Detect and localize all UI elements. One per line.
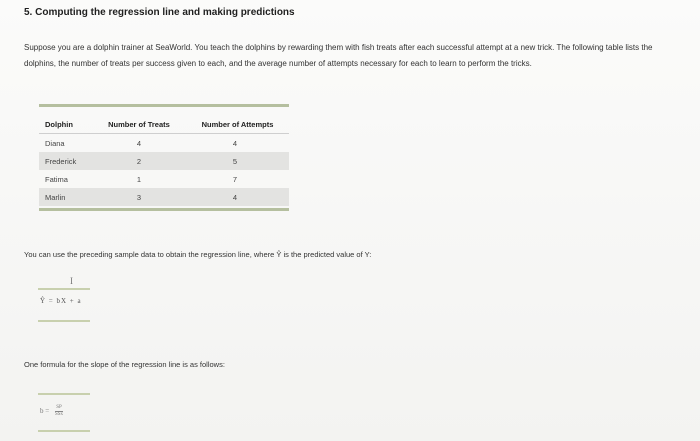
header-treats: Number of Treats xyxy=(92,117,184,134)
cell-treats: 3 xyxy=(92,188,184,206)
header-dolphin: Dolphin xyxy=(39,117,92,134)
cell-dolphin: Diana xyxy=(45,138,65,148)
cell-attempts: 7 xyxy=(232,174,237,184)
cell-treats: 4 xyxy=(136,138,142,148)
answer-blank-top[interactable] xyxy=(38,288,90,290)
slope-lhs: b = xyxy=(40,407,50,416)
cell-dolphin: Frederick xyxy=(39,152,92,170)
table-bottom-rule xyxy=(39,208,289,211)
cell-dolphin: Fatima xyxy=(45,174,68,184)
answer-blank-bottom[interactable] xyxy=(38,320,90,322)
header-attempts: Number of Attempts xyxy=(184,117,289,134)
slope-blank-top[interactable] xyxy=(38,393,90,395)
cell-attempts: 5 xyxy=(184,152,289,170)
cell-attempts: 4 xyxy=(232,138,237,148)
dolphin-table-wrapper xyxy=(39,104,289,211)
table-row xyxy=(39,188,289,206)
cell-treats: 2 xyxy=(92,152,184,170)
table-header-row xyxy=(39,117,289,134)
intro-paragraph: Suppose you are a dolphin trainer at SeaWorld. You teach the dolphins by rewarding them with fish treats after each successful attempt at a new trick. The following table lists the dolphins, the number of treats per success given to each, and the average number of attempts necessary for each to learn to perform the tricks. xyxy=(24,43,653,68)
slope-note: One formula for the slope of the regression line is as follows: xyxy=(24,360,225,369)
slope-blank-bottom[interactable] xyxy=(38,430,90,432)
table-row xyxy=(39,152,289,170)
regression-note: You can use the preceding sample data to obtain the regression line, where Ŷ is the predicted value of Y: xyxy=(24,250,372,259)
cell-attempts: 4 xyxy=(184,188,289,206)
slope-fraction xyxy=(55,405,63,418)
slope-formula xyxy=(40,405,63,418)
dolphin-table xyxy=(39,117,289,206)
slope-denominator: SSx xyxy=(54,412,64,417)
cell-treats: 1 xyxy=(136,174,142,184)
table-row xyxy=(39,170,289,188)
table-top-rule xyxy=(39,104,289,107)
question-heading: 5. Computing the regression line and making predictions xyxy=(24,7,295,18)
slope-numerator: SP xyxy=(56,405,62,410)
text-cursor-mark: I xyxy=(70,276,73,286)
table-row xyxy=(39,134,289,153)
cell-dolphin: Marlin xyxy=(39,188,92,206)
regression-formula: Ŷ = bX + a xyxy=(40,297,82,305)
